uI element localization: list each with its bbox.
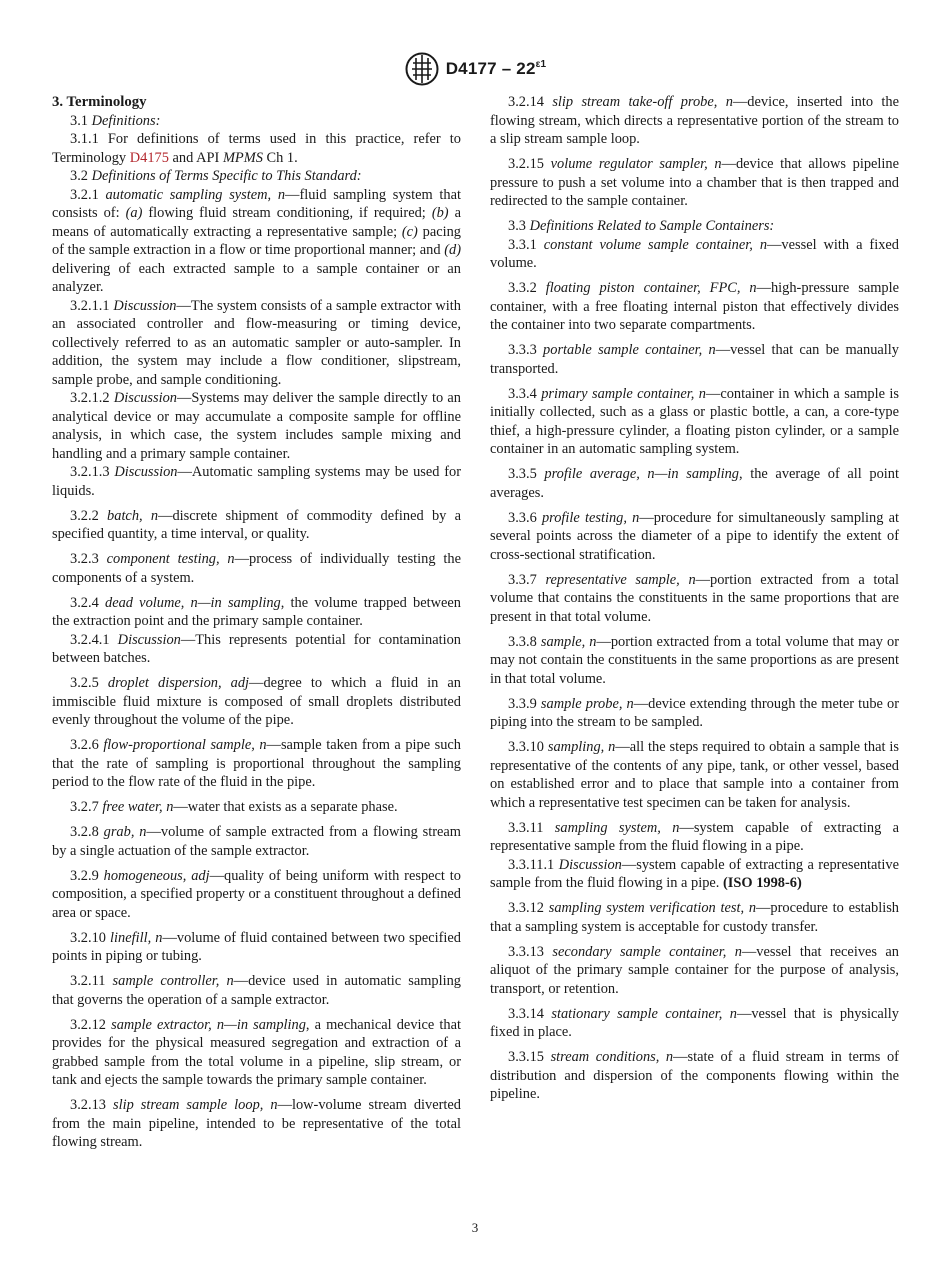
definition-paragraph: 3.3.14 stationary sample container, n—vessel that is physically fixed in place. [490,1005,899,1040]
d4175-link[interactable]: D4175 [129,149,169,166]
definition-paragraph: 3.1 Definitions: [70,112,161,129]
definition-paragraph: 3.3.12 sampling system verification test, n—procedure to establish that a sampling system is acceptable for custody transfer. [490,900,899,935]
definition-paragraph: 3.2.4.1 Discussion—This represents potential for contamination between batches. [52,631,461,666]
page-header [0,52,950,86]
definition-paragraph: 3.3.5 profile average, n—in sampling, the average of all point averages. [490,466,899,501]
definition-paragraph: 3.2.5 droplet dispersion, adj—degree to which a fluid in an immiscible fluid mixture is composed of small droplets distributed evenly throughout the volume of the pipe. [52,675,461,728]
definition-paragraph: 3.3.3 portable sample container, n—vessel that can be manually transported. [490,342,899,377]
definition-paragraph: 3.3 Definitions Related to Sample Containers: [508,218,775,234]
definition-paragraph: 3.2.15 volume regulator sampler, n—device that allows pipeline pressure to push a set volume into a chamber that is then trapped and redirected to the sample container. [490,156,899,209]
definition-paragraph: 3.2.11 sample controller, n—device used in automatic sampling that governs the operation of a sample extractor. [52,973,461,1008]
definition-paragraph: 3.2.13 slip stream sample loop, n—low-volume stream diverted from the main pipeline, intended to be representative of the total flowing stream. [52,1097,461,1150]
definition-paragraph: 3.2.10 linefill, n—volume of fluid contained between two specified points in piping or tubing. [52,929,461,964]
definition-paragraph: 3.1.1 For definitions of terms used in this practice, refer to Terminology D4175 and API MPMS Ch 1. [52,131,461,166]
definition-paragraph: 3.3.1 constant volume sample container, n—vessel with a fixed volume. [490,236,899,271]
definition-paragraph: 3.3.4 primary sample container, n—container in which a sample is initially collected, such as a glass or plastic bottle, a can, a core-type thief, a high-pressure cylinder, a floating piston cylinder, or a sample container in an automatic sampling system. [490,385,900,457]
definition-paragraph: 3.2.2 batch, n—discrete shipment of commodity defined by a specified quantity, a time interval, or quality. [52,507,461,542]
definition-paragraph: 3.2.1.1 Discussion—The system consists of a sample extractor with an associated controller and flow-measuring or timing device, collectively referred to as an automatic sampler or auto-sampler. In addition, the system may include a flow conditioner, slipstream, sample probe, and sample conditioning. [52,297,461,388]
right-column [490,93,899,1104]
definition-paragraph: 3.3.15 stream conditions, n—state of a fluid stream in terms of distribution and dispersion of the components flowing within the pipeline. [490,1049,899,1102]
definition-paragraph: 3.2.1.3 Discussion—Automatic sampling systems may be used for liquids. [52,464,461,499]
definition-paragraph: 3.2.1 automatic sampling system, n—fluid sampling system that consists of: (a) flowing fluid stream conditioning, if required; (b) a means of automatically extracting a representative sample; (c) pacing of the sample extraction in a flow or time proportional manner; and (d) delivering of each extracted sample to a sample container or an analyzer. [52,186,462,295]
definition-paragraph: 3.2.4 dead volume, n—in sampling, the volume trapped between the extraction point and the primary sample container. [52,594,461,629]
left-column [52,93,461,1152]
definition-paragraph: 3.3.8 sample, n—portion extracted from a total volume that may or may not contain the constituents in the same proportions as are present in that total volume. [490,633,899,687]
definition-paragraph: 3.2.8 grab, n—volume of sample extracted from a flowing stream by a single actuation of the sample extractor. [52,824,461,859]
definition-paragraph: 3.2.14 slip stream take-off probe, n—device, inserted into the flowing stream, which directs a representative portion of the stream to a slip stream sample loop. [490,94,899,147]
definition-paragraph: 3.3.11.1 Discussion—system capable of extracting a representative sample from the fluid flowing in a pipe. (ISO 1998-6) [490,856,899,891]
definition-paragraph: 3.3.13 secondary sample container, n—vessel that receives an aliquot of the primary sample container for the purpose of analysis, transport, or retention. [490,943,899,997]
definition-paragraph: 3.2 Definitions of Terms Specific to This Standard: [70,168,362,184]
definition-paragraph: 3.3.9 sample probe, n—device extending through the meter tube or piping into the stream to be sampled. [490,695,899,730]
definition-paragraph: 3.3.7 representative sample, n—portion extracted from a total volume that contains the constituents in the same proportions that are present in that total volume. [490,571,899,625]
definition-paragraph: 3.3.11 sampling system, n—system capable of extracting a representative sample from the fluid flowing in a pipe. [490,819,899,854]
definition-paragraph: 3.2.12 sample extractor, n—in sampling, a mechanical device that provides for the physical measured segregation and extraction of a grabbed sample from the total volume in a pipeline, slip stream, or tank and ejects the sample towards the primary sample container. [52,1016,461,1088]
astm-logo-icon [404,52,440,86]
definition-paragraph: 3.2.6 flow-proportional sample, n—sample taken from a pipe such that the rate of sampling is proportional throughout the sampling period to the flow rate of the fluid in the pipe. [52,737,461,790]
page-number: 3 [471,1220,479,1235]
definition-paragraph: 3.2.7 free water, n—water that exists as a separate phase. [70,799,398,815]
definition-paragraph: 3.2.9 homogeneous, adj—quality of being uniform with respect to composition, a specified property or a constituent throughout a defined area or space. [52,867,461,921]
definition-paragraph: 3.2.3 component testing, n—process of individually testing the components of a system. [52,551,461,586]
definition-paragraph: 3.2.1.2 Discussion—Systems may deliver the sample directly to an analytical device or may accumulate a composite sample for offline analysis, in which case, the system includes sample mixing and handling and a primary sample container. [52,390,461,462]
section-title: 3. Terminology [52,94,147,110]
definition-paragraph: 3.3.10 sampling, n—all the steps required to obtain a sample that is representative of the contents of any pipe, tank, or other vessel, based on established error and to place that sample into a container from which a representative test specimen can be taken for analysis. [490,739,899,811]
definition-paragraph: 3.3.2 floating piston container, FPC, n—high-pressure sample container, with a free floating internal piston that effectively divides the container into two separate compartments. [490,280,899,333]
definition-paragraph: 3.3.6 profile testing, n—procedure for simultaneously sampling at several points across the diameter of a pipe to identify the extent of cross-sectional stratification. [490,509,900,563]
document-designation: $D4177 - 22^{\varepsilon 1}$ [445,59,547,78]
